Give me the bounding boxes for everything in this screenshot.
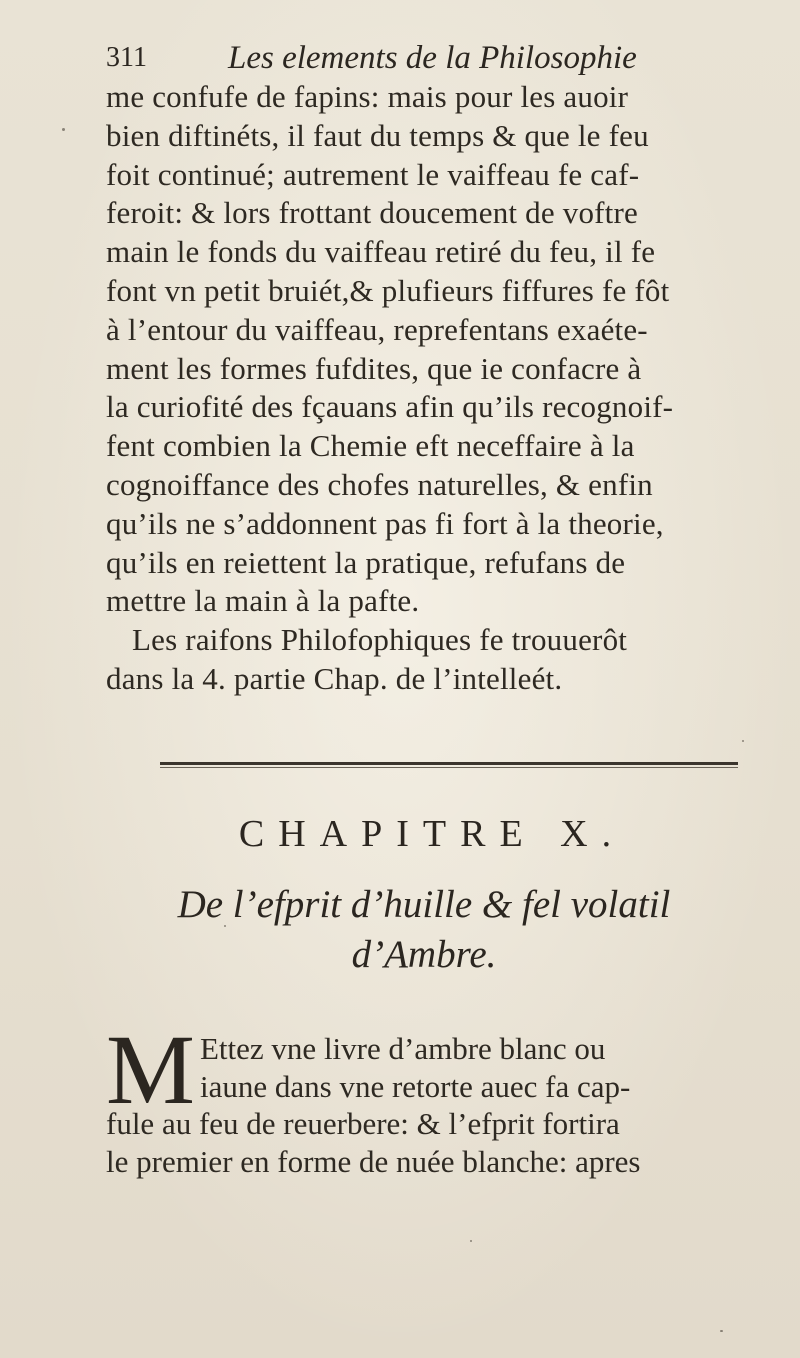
text-line: me confufe de fapins: mais pour les auoir — [106, 79, 629, 114]
paragraph-continued — [106, 78, 778, 699]
text-line: fent combien la Chemie eft neceffaire à la — [106, 428, 635, 464]
text-line: ment les formes fufdites, que ie confacre à — [106, 350, 642, 386]
chapter-divider-rule — [160, 762, 738, 765]
ink-speck — [720, 1330, 723, 1332]
text-line: la curiofité des fçauans afin qu’ils recognoif- — [106, 389, 674, 425]
chapter-divider-rule-thin — [160, 767, 738, 768]
chapter-heading: CHAPITRE X. — [238, 813, 626, 855]
ink-speck — [742, 740, 744, 742]
ink-speck — [62, 128, 65, 131]
drop-cap: M — [106, 1014, 195, 1125]
running-title: Les elements de la Philosophie — [228, 40, 637, 76]
text-line: bien diftinéts, il faut du temps & que le feu — [106, 117, 649, 153]
text-line: à l’entour du vaiffeau, reprefentans exaéte- — [106, 311, 648, 347]
chapter-title-line: d’Ambre. — [351, 933, 497, 976]
text-line: font vn petit bruiét,& plufieurs fiffures fe fôt — [106, 272, 670, 308]
text-line: mettre la main à la pafte. — [106, 583, 420, 619]
text-line: feroit: & lors frottant doucement de voftre — [106, 195, 638, 231]
text-line: Ettez vne livre d’ambre blanc ou — [200, 1031, 606, 1066]
text-line: le premier en forme de nuée blanche: apres — [106, 1143, 641, 1179]
page-number: 311 — [106, 42, 147, 73]
text-line: qu’ils ne s’addonnent pas fi fort à la theorie, — [106, 505, 664, 541]
ink-speck — [470, 1240, 472, 1242]
text-line: qu’ils en reiettent la pratique, refufans de — [106, 544, 626, 580]
page-header — [106, 38, 766, 78]
chapter-title-line: De l’efprit d’huille & fel volatil — [177, 883, 671, 926]
text-line: fule au feu de reuerbere: & l’efprit fortira — [106, 1106, 620, 1141]
text-line: dans la 4. partie Chap. de l’intelleét. — [106, 660, 563, 696]
text-line: Les raifons Philofophiques fe trouuerôt — [132, 622, 628, 658]
text-line: iaune dans vne retorte auec fa cap- — [200, 1068, 631, 1104]
text-line: main le fonds du vaiffeau retiré du feu, il fe — [106, 234, 656, 270]
text-line: cognoiffance des chofes naturelles, & enfin — [106, 466, 653, 502]
chapter-body — [106, 1014, 778, 1180]
text-line: foit continué; autrement le vaiffeau fe caf- — [106, 156, 640, 192]
